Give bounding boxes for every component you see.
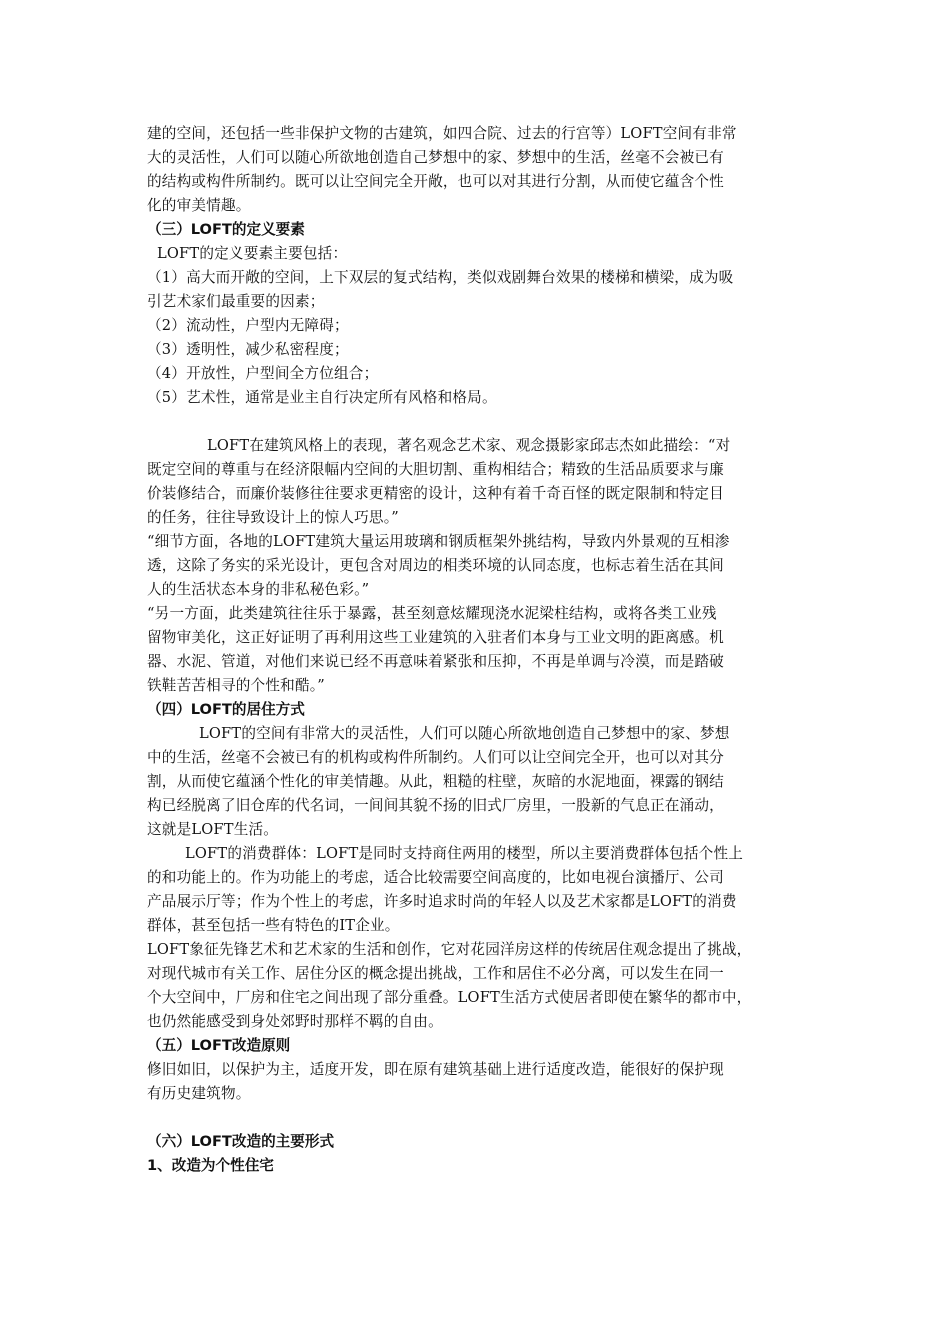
paragraph-other <box>147 602 817 698</box>
definition-list <box>147 266 817 410</box>
text-line: 对现代城市有关工作、居住分区的概念提出挑战，工作和居住不必分离，可以发生在同一 <box>147 965 724 982</box>
text-line: 人的生活状态本身的非私秘色彩。” <box>147 581 370 598</box>
text-line: 价装修结合，而廉价装修往往要求更精密的设计，这种有着千奇百怪的既定限制和特定目 <box>147 485 724 502</box>
text-line: “另一方面，此类建筑往往乐于暴露，甚至刻意炫耀现浇水泥梁柱结构，或将各类工业残 <box>147 605 717 622</box>
text-line: 构已经脱离了旧仓库的代名词，一间间其貌不扬的旧式厂房里，一股新的气息正在涌动， <box>147 797 724 814</box>
subsection-heading: 1、改造为个性住宅 <box>147 1157 274 1174</box>
paragraph-intro <box>147 122 817 218</box>
text-line: LOFT在建筑风格上的表现，著名观念艺术家、观念摄影家邱志杰如此描绘：“对 <box>207 437 731 454</box>
paragraph-principle <box>147 1058 817 1106</box>
text-line: 大的灵活性，人们可以随心所欲地创造自己梦想中的家、梦想中的生活，丝毫不会被已有 <box>147 149 724 166</box>
text-line: 的结构或构件所制约。既可以让空间完全开敞，也可以对其进行分割，从而使它蕴含个性 <box>147 173 724 190</box>
text-line: 的和功能上的。作为功能上的考虑，适合比较需要空间高度的，比如电视台演播厅、公司 <box>147 869 724 886</box>
text-line: 修旧如旧，以保护为主，适度开发，即在原有建筑基础上进行适度改造，能很好的保护现 <box>147 1061 724 1078</box>
text-line: 透，这除了务实的采光设计，更包含对周边的相类环境的认同态度，也标志着生活在其间 <box>147 557 724 574</box>
list-item: （4）开放性，户型间全方位组合； <box>147 365 379 382</box>
definition-intro: LOFT的定义要素主要包括： <box>157 245 348 262</box>
text-line: 留物审美化，这正好证明了再利用这些工业建筑的入驻者们本身与工业文明的距离感。机 <box>147 629 724 646</box>
section-heading-4: （四）LOFT的居住方式 <box>147 701 305 718</box>
paragraph-style <box>147 434 817 530</box>
list-item: （3）透明性，减少私密程度； <box>147 341 349 358</box>
text-line: LOFT象征先锋艺术和艺术家的生活和创作，它对花园洋房这样的传统居住观念提出了挑战， <box>147 941 752 958</box>
text-line: 化的审美情趣。 <box>147 197 251 214</box>
list-item: （1）高大而开敞的空间，上下双层的复式结构，类似戏剧舞台效果的楼梯和横梁，成为吸 <box>147 269 734 286</box>
paragraph-consumer <box>147 842 817 938</box>
text-line: 这就是LOFT生活。 <box>147 821 279 838</box>
text-line: 群体，甚至包括一些有特色的IT企业。 <box>147 917 400 934</box>
text-line: LOFT的空间有非常大的灵活性，人们可以随心所欲地创造自己梦想中的家、梦想 <box>199 725 730 742</box>
section-heading-3: （三）LOFT的定义要素 <box>147 221 305 238</box>
text-line: 既定空间的尊重与在经济限幅内空间的大胆切割、重构相结合；精致的生活品质要求与廉 <box>147 461 724 478</box>
section-heading-6: （六）LOFT改造的主要形式 <box>147 1133 335 1150</box>
text-line: “细节方面，各地的LOFT建筑大量运用玻璃和钢质框架外挑结构，导致内外景观的互相渗 <box>147 533 730 550</box>
text-line: 中的生活，丝毫不会被已有的机构或构件所制约。人们可以让空间完全开，也可以对其分 <box>147 749 724 766</box>
text-line: 铁鞋苦苦相寻的个性和酷。” <box>147 677 325 694</box>
paragraph-symbol <box>147 938 817 1034</box>
text-line: 器、水泥、管道，对他们来说已经不再意味着紧张和压抑，不再是单调与冷漠，而是踏破 <box>147 653 724 670</box>
text-line: 的任务，往往导致设计上的惊人巧思。” <box>147 509 399 526</box>
paragraph-detail <box>147 530 817 602</box>
text-line: 个大空间中，厂房和住宅之间出现了部分重叠。LOFT生活方式使居者即使在繁华的都市中， <box>147 989 752 1006</box>
blank-line <box>147 1106 817 1130</box>
text-line: 割，从而使它蕴涵个性化的审美情趣。从此，粗糙的柱壁，灰暗的水泥地面，裸露的钢结 <box>147 773 724 790</box>
list-item: （5）艺术性，通常是业主自行决定所有风格和格局。 <box>147 389 497 406</box>
text-line: 产品展示厅等；作为个性上的考虑，许多时追求时尚的年轻人以及艺术家都是LOFT的消费 <box>147 893 737 910</box>
list-item: 引艺术家们最重要的因素； <box>147 293 325 310</box>
text-line: 有历史建筑物。 <box>147 1085 251 1102</box>
text-line: 也仍然能感受到身处郊野时那样不羁的自由。 <box>147 1013 443 1030</box>
text-line: 建的空间，还包括一些非保护文物的古建筑，如四合院、过去的行宫等）LOFT空间有非常 <box>147 125 737 142</box>
list-item: （2）流动性，户型内无障碍； <box>147 317 349 334</box>
section-heading-5: （五）LOFT改造原则 <box>147 1037 291 1054</box>
blank-line <box>147 410 817 434</box>
document-body <box>147 122 817 1178</box>
paragraph-living <box>147 722 817 842</box>
text-line: LOFT的消费群体：LOFT是同时支持商住两用的楼型，所以主要消费群体包括个性上 <box>185 845 744 862</box>
